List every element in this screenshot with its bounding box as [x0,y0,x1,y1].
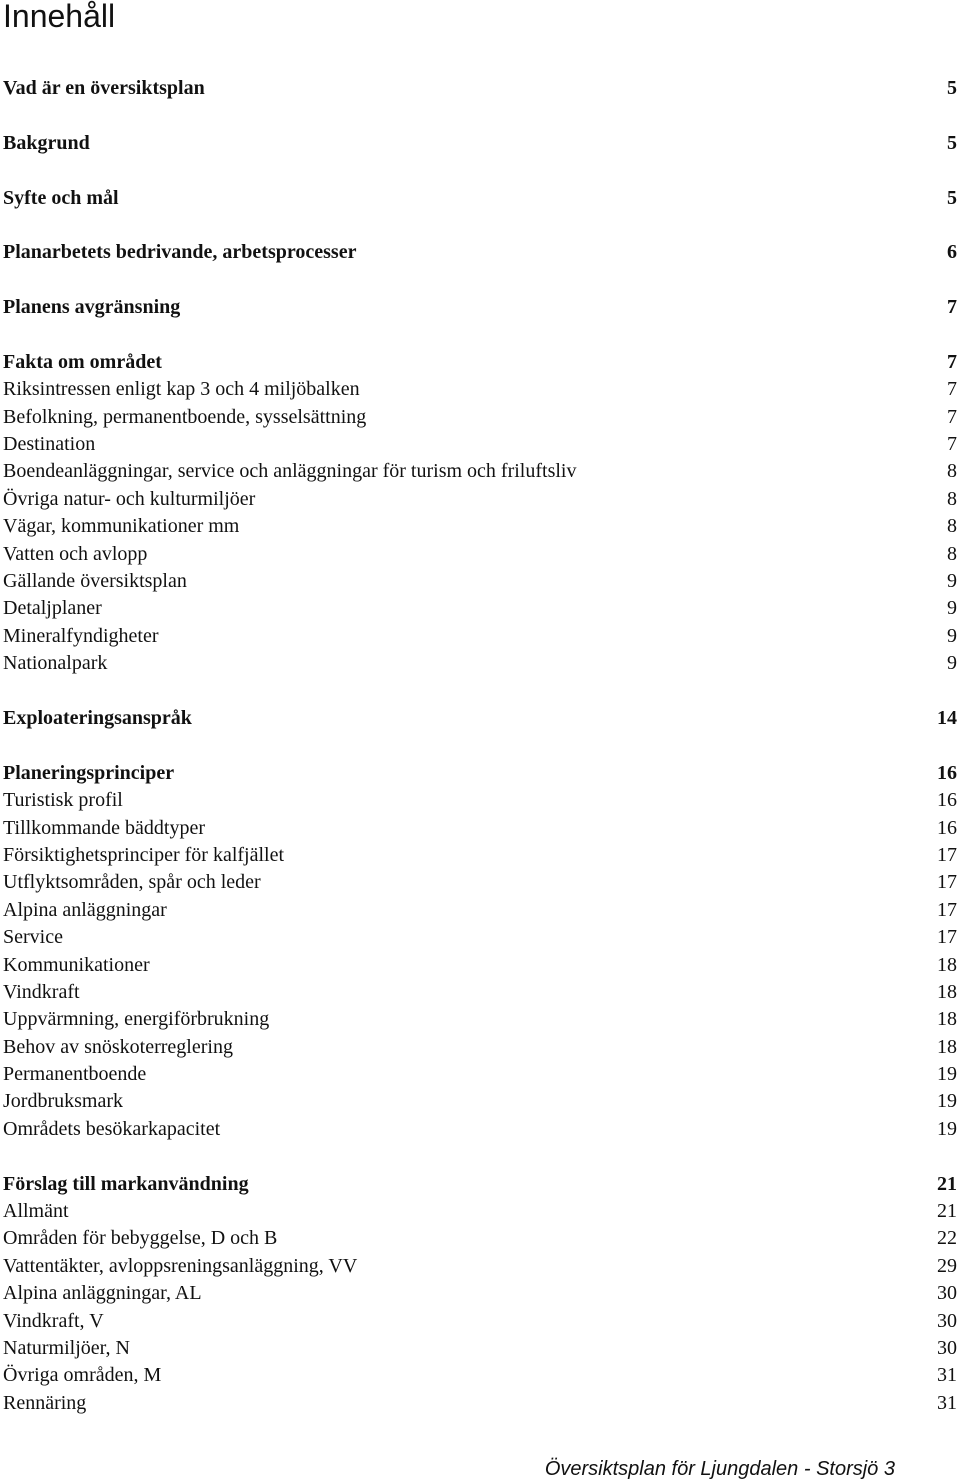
toc-entry[interactable] [3,1171,957,1198]
toc-entry[interactable] [3,541,957,568]
toc-entry-label: Vindkraft, V [3,1309,104,1332]
toc-entry-page: 30 [937,1336,957,1359]
toc-entry-page: 18 [937,953,957,976]
toc-entry-label: Vatten och avlopp [3,542,148,565]
toc-entry-page: 8 [947,487,957,510]
toc-entry[interactable] [3,1006,957,1033]
toc-entry-page: 19 [937,1117,957,1140]
toc-entry-label: Jordbruksmark [3,1090,123,1113]
toc-entry[interactable] [3,185,957,212]
toc-entry-page: 30 [937,1282,957,1305]
toc-entry-label: Alpina anläggningar, AL [3,1282,202,1305]
toc-entry[interactable] [3,239,957,266]
toc-entry-label: Kommunikationer [3,953,150,976]
toc-entry-page: 14 [937,706,957,729]
toc-entry-page: 31 [937,1391,957,1414]
table-of-contents [3,75,957,1417]
toc-entry-page: 7 [947,433,957,456]
toc-entry-page: 17 [937,898,957,921]
toc-entry[interactable] [3,1335,957,1362]
toc-entry-label: Bakgrund [3,131,90,154]
toc-entry[interactable] [3,513,957,540]
toc-entry-label: Planarbetets bedrivande, arbetsprocesser [3,241,357,264]
toc-entry[interactable] [3,486,957,513]
toc-entry-page: 18 [937,980,957,1003]
toc-entry[interactable] [3,294,957,321]
toc-entry-page: 8 [947,542,957,565]
toc-entry-page: 17 [937,871,957,894]
toc-entry-label: Destination [3,433,96,456]
toc-entry-label: Utflyktsområden, spår och leder [3,871,261,894]
toc-entry-label: Boendeanläggningar, service och anläggningar för turism och friluftsliv [3,460,577,483]
toc-entry-page: 9 [947,652,957,675]
toc-entry-label: Uppvärmning, energiförbrukning [3,1008,270,1031]
toc-entry[interactable] [3,404,957,431]
toc-entry-label: Övriga natur- och kulturmiljöer [3,487,256,510]
toc-entry-page: 30 [937,1309,957,1332]
toc-entry[interactable] [3,787,957,814]
toc-entry-label: Tillkommande bäddtyper [3,816,206,839]
toc-entry-page: 5 [947,186,957,209]
toc-entry-label: Övriga områden, M [3,1364,162,1387]
toc-entry[interactable] [3,376,957,403]
toc-entry-page: 5 [947,77,957,99]
toc-entry-page: 7 [947,296,957,319]
toc-entry-label: Permanentboende [3,1063,147,1086]
toc-entry-page: 8 [947,460,957,483]
toc-entry[interactable] [3,1390,957,1417]
toc-entry-label: Exploateringsanspråk [3,706,192,729]
toc-entry-label: Allmänt [3,1200,69,1223]
page-title: Innehåll [3,0,116,34]
toc-entry[interactable] [3,595,957,622]
toc-entry[interactable] [3,130,957,157]
toc-entry-label: Nationalpark [3,652,108,675]
toc-entry[interactable] [3,924,957,951]
toc-entry[interactable] [3,75,957,102]
toc-entry-label: Planeringsprinciper [3,761,175,784]
toc-entry-page: 18 [937,1008,957,1031]
toc-entry-label: Service [3,926,63,949]
toc-entry-label: Vattentäkter, avloppsreningsanläggning, VV [3,1254,358,1277]
toc-entry-label: Befolkning, permanentboende, sysselsättning [3,405,367,428]
toc-entry[interactable] [3,1225,957,1252]
toc-entry[interactable] [3,1061,957,1088]
toc-entry-label: Riksintressen enligt kap 3 och 4 miljöbalken [3,378,360,401]
toc-entry-label: Områden för bebyggelse, D och B [3,1227,278,1250]
toc-entry-page: 21 [937,1200,957,1223]
toc-entry[interactable] [3,1088,957,1115]
toc-entry[interactable] [3,568,957,595]
toc-entry-page: 5 [947,131,957,154]
toc-entry-page: 6 [947,241,957,264]
toc-entry[interactable] [3,705,957,732]
toc-entry-page: 29 [937,1254,957,1277]
toc-entry-label: Syfte och mål [3,186,119,209]
toc-entry-label: Förslag till markanvändning [3,1172,249,1195]
toc-entry-label: Vägar, kommunikationer mm [3,515,240,538]
toc-entry[interactable] [3,1362,957,1389]
toc-entry-label: Vindkraft [3,980,80,1003]
toc-entry-page: 16 [937,789,957,812]
toc-entry[interactable] [3,952,957,979]
toc-entry[interactable] [3,1034,957,1061]
toc-entry-page: 9 [947,597,957,620]
toc-entry[interactable] [3,1253,957,1280]
toc-entry-page: 9 [947,624,957,647]
toc-entry[interactable] [3,815,957,842]
toc-entry-page: 7 [947,405,957,428]
toc-entry-page: 31 [937,1364,957,1387]
toc-entry[interactable] [3,1198,957,1225]
toc-entry[interactable] [3,760,957,787]
toc-entry[interactable] [3,979,957,1006]
toc-entry-label: Turistisk profil [3,789,123,812]
toc-entry-page: 22 [937,1227,957,1250]
toc-entry-page: 21 [937,1172,957,1195]
toc-entry-label: Behov av snöskoterreglering [3,1035,233,1058]
toc-entry-label: Detaljplaner [3,597,102,620]
toc-entry[interactable] [3,1280,957,1307]
toc-entry[interactable] [3,1308,957,1335]
toc-entry[interactable] [3,431,957,458]
toc-entry-page: 7 [947,350,957,373]
toc-entry-page: 8 [947,515,957,538]
toc-entry-label: Rennäring [3,1391,87,1414]
toc-entry-label: Vad är en översiktsplan [3,77,205,99]
toc-entry-page: 9 [947,570,957,593]
toc-entry-label: Naturmiljöer, N [3,1336,130,1359]
toc-entry[interactable] [3,1116,957,1143]
toc-entry-label: Fakta om området [3,350,162,373]
toc-entry[interactable] [3,842,957,869]
toc-entry-page: 18 [937,1035,957,1058]
toc-entry-label: Områdets besökarkapacitet [3,1117,221,1140]
page-footer: Översiktsplan för Ljungdalen - Storsjö 3 [544,1458,895,1480]
toc-entry-page: 16 [937,761,957,784]
toc-entry-label: Alpina anläggningar [3,898,167,921]
toc-entry-page: 17 [937,926,957,949]
toc-entry[interactable] [3,897,957,924]
toc-entry-page: 7 [947,378,957,401]
toc-entry-label: Planens avgränsning [3,296,181,319]
toc-entry-page: 19 [937,1090,957,1113]
toc-entry[interactable] [3,623,957,650]
toc-entry[interactable] [3,458,957,485]
toc-entry-label: Mineralfyndigheter [3,624,159,647]
toc-entry-page: 19 [937,1063,957,1086]
toc-entry[interactable] [3,650,957,677]
toc-entry-page: 17 [937,843,957,866]
toc-entry-label: Gällande översiktsplan [3,570,187,593]
toc-entry-page: 16 [937,816,957,839]
toc-entry[interactable] [3,869,957,896]
toc-entry[interactable] [3,349,957,376]
toc-entry-label: Försiktighetsprinciper för kalfjället [3,843,285,866]
